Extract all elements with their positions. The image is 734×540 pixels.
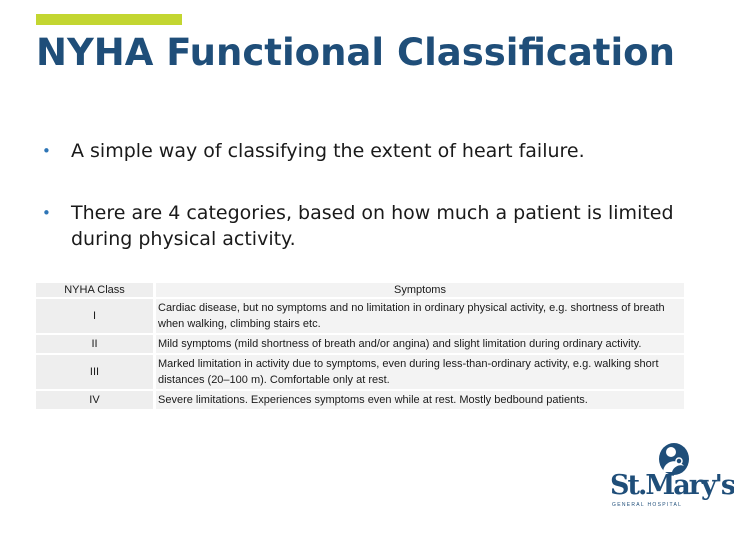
bullet-dot-icon: • xyxy=(42,142,51,160)
table-header-row xyxy=(36,283,684,297)
table-row xyxy=(36,335,684,353)
bullet-text: A simple way of classifying the extent of heart failure. xyxy=(71,140,585,162)
class-cell: III xyxy=(36,355,156,389)
class-cell: II xyxy=(36,335,156,353)
symptoms-cell: Severe limitations. Experiences symptoms even while at rest. Mostly bedbound patients. xyxy=(156,391,684,409)
table-row xyxy=(36,391,684,409)
logo-subtitle: GENERAL HOSPITAL xyxy=(612,502,683,508)
logo-name: St.Mary's xyxy=(610,470,734,501)
nyha-table xyxy=(36,281,684,411)
hospital-logo xyxy=(606,442,734,512)
bullet-text: There are 4 categories, based on how much a patient is limited during physical activity. xyxy=(71,202,674,250)
header-symptoms: Symptoms xyxy=(156,283,684,297)
symptoms-cell: Mild symptoms (mild shortness of breath and/or angina) and slight limitation during ordinary activity. xyxy=(156,335,684,353)
accent-bar xyxy=(36,14,182,25)
symptoms-cell: Marked limitation in activity due to symptoms, even during less-than-ordinary activity, e.g. walking short distances (20–100 m). Comfortable only at rest. xyxy=(156,355,684,389)
header-nyha-class: NYHA Class xyxy=(36,283,156,297)
table-row xyxy=(36,355,684,389)
slide-title: NYHA Functional Classification xyxy=(36,31,675,74)
class-cell: I xyxy=(36,299,156,333)
bullet-list xyxy=(36,138,696,252)
bullet-item xyxy=(36,200,696,252)
bullet-item xyxy=(36,138,696,164)
class-cell: IV xyxy=(36,391,156,409)
symptoms-cell: Cardiac disease, but no symptoms and no limitation in ordinary physical activity, e.g. shortness of breath when walking, climbing stairs etc. xyxy=(156,299,684,333)
bullet-dot-icon: • xyxy=(42,204,51,222)
table-row xyxy=(36,299,684,333)
